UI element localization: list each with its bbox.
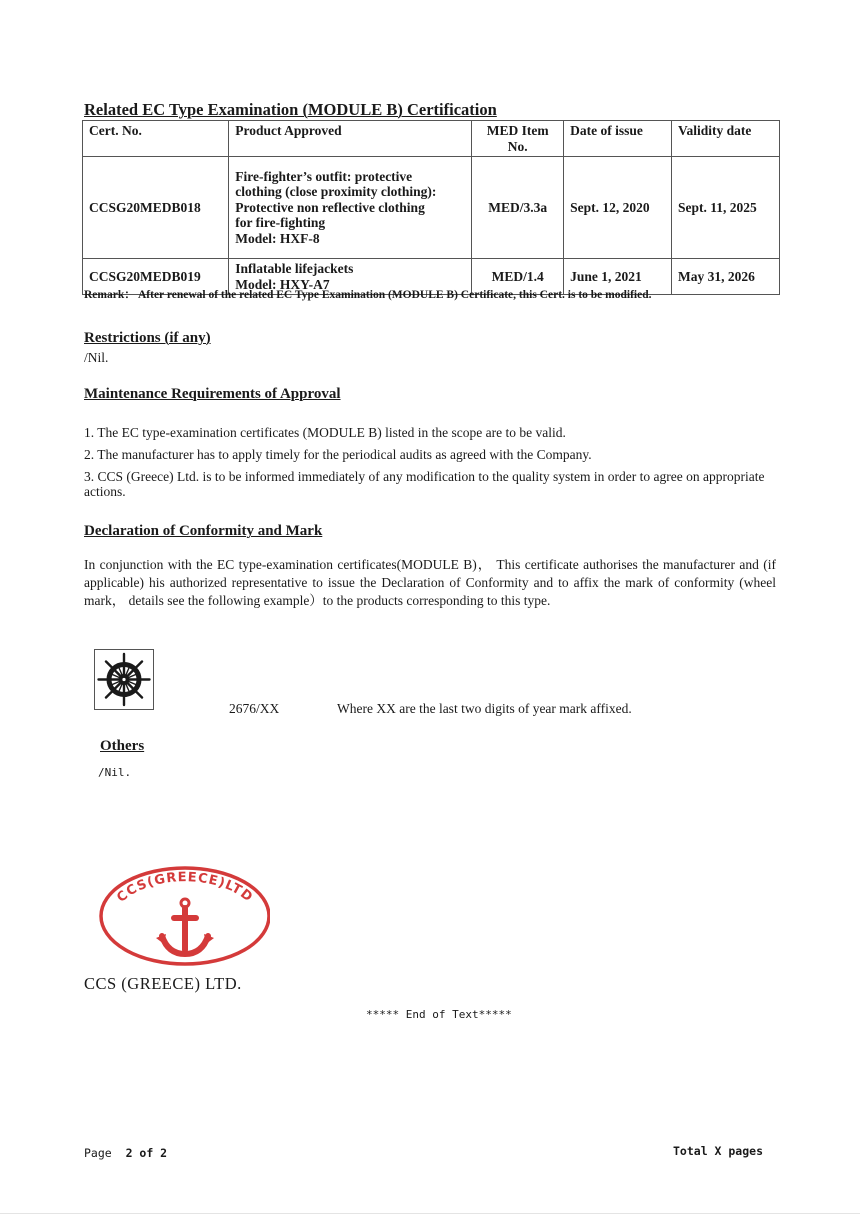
declaration-text: In conjunction with the EC type-examination certificates(MODULE B)， This certificate authorises the manufacturer and (if applicable) his authorized representative to issue the Declaration of Conformity and to affix the mark of conformity (wheel mark， details see the following example）to the products corresponding to this type. <box>84 557 776 608</box>
header-product: Product Approved <box>229 121 472 157</box>
product-line: Model: HXF-8 <box>235 230 320 246</box>
restrictions-heading: Restrictions (if any) <box>84 330 211 346</box>
page-indicator <box>84 1147 167 1160</box>
cert-no-cell: CCSG20MEDB019 <box>83 259 229 295</box>
header-cert-no: Cert. No. <box>83 121 229 157</box>
ship-wheel-icon <box>95 650 153 709</box>
maintenance-item: 3. CCS (Greece) Ltd. is to be informed immediately of any modification to the quality system in order to agree on appropriate actions. <box>84 469 765 499</box>
remark-text: Remark： After renewal of the related EC Type Examination (MODULE B) Certificate, this Cert. is to be modified. <box>84 289 652 301</box>
certification-table <box>82 120 780 295</box>
header-med-item-text: MED Item No. <box>486 123 549 154</box>
declaration-heading: Declaration of Conformity and Mark <box>84 523 323 539</box>
others-heading: Others <box>100 738 145 754</box>
product-line: Protective non reflective clothing <box>235 199 425 215</box>
validity-date-cell: Sept. 11, 2025 <box>672 157 780 259</box>
page-numbers: 2 of 2 <box>125 1146 168 1160</box>
header-date-of-issue: Date of issue <box>564 121 672 157</box>
page-bottom-edge <box>0 1213 860 1214</box>
page-label: Page <box>84 1146 112 1160</box>
maintenance-item: 2. The manufacturer has to apply timely for the periodical audits as agreed with the Company. <box>84 447 592 462</box>
anchor-stamp-icon <box>80 858 270 968</box>
total-pages: Total X pages <box>673 1144 764 1158</box>
maintenance-heading: Maintenance Requirements of Approval <box>84 386 341 402</box>
company-name: CCS (GREECE) LTD. <box>84 974 242 993</box>
med-item-cell: MED/1.4 <box>472 259 564 295</box>
mark-note: Where XX are the last two digits of year mark affixed. <box>337 701 632 716</box>
product-line: for fire-fighting <box>235 215 326 231</box>
cert-no-cell: CCSG20MEDB018 <box>83 157 229 259</box>
date-of-issue-cell: Sept. 12, 2020 <box>564 157 672 259</box>
end-of-text: ***** End of Text***** <box>366 1008 512 1021</box>
others-text: /Nil. <box>98 766 132 779</box>
product-line: clothing (close proximity clothing): <box>235 184 437 200</box>
product-cell <box>229 157 472 259</box>
maintenance-item: 1. The EC type-examination certificates (MODULE B) listed in the scope are to be valid. <box>84 425 566 440</box>
product-line: Inflatable lifejackets <box>235 261 354 276</box>
product-line: Model: HXY-A7 <box>235 276 330 292</box>
validity-date-cell: May 31, 2026 <box>672 259 780 295</box>
header-validity-date: Validity date <box>672 121 780 157</box>
mark-code: 2676/XX <box>229 701 280 716</box>
section-title: Related EC Type Examination (MODULE B) Certification <box>84 100 497 119</box>
company-stamp <box>80 858 270 968</box>
product-line: Fire-fighter’s outfit: protective <box>235 168 413 184</box>
med-item-cell: MED/3.3a <box>472 157 564 259</box>
table-row <box>83 157 780 259</box>
date-of-issue-cell: June 1, 2021 <box>564 259 672 295</box>
stamp-ring-text: CCS(GREECE)LTD <box>114 870 256 906</box>
table-header-row <box>83 121 780 157</box>
wheel-mark <box>94 649 154 710</box>
restrictions-text: /Nil. <box>84 350 109 365</box>
header-med-item <box>472 121 564 157</box>
